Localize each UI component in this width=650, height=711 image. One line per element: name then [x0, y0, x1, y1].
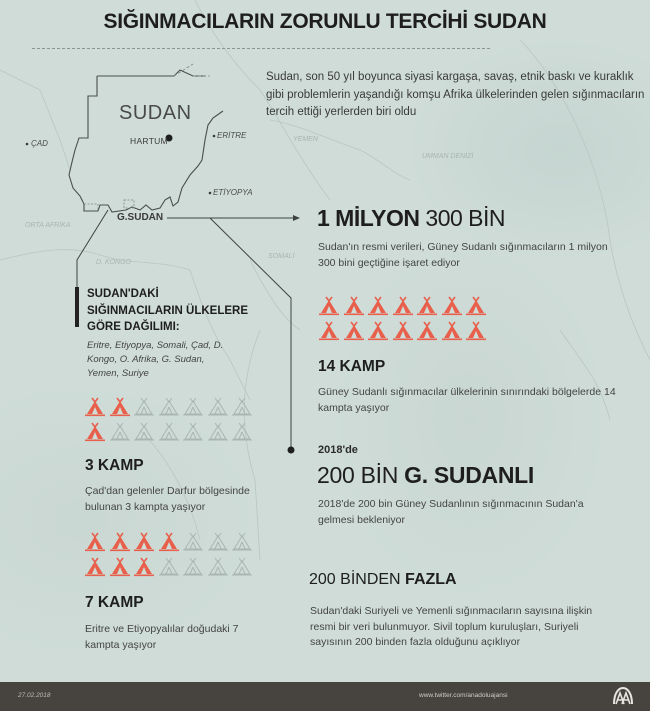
distribution-title: [87, 286, 248, 336]
tent-icon-filled: [84, 397, 106, 417]
syria-heading-bold: FAZLA: [405, 571, 457, 588]
tent-grid-3: [84, 397, 256, 442]
tent-icon-empty: [158, 397, 180, 417]
kamp14-heading: 14 KAMP: [318, 358, 386, 375]
map-label-somalia: SOMALİ: [268, 253, 295, 260]
tent-icon-empty: [133, 397, 155, 417]
distribution-title-line-2: SIĞINMACILARIN ÜLKELERE: [87, 304, 248, 317]
tent-icon-empty: [158, 557, 180, 577]
footer-date: 27.02.2018: [18, 692, 51, 699]
year-label: 2018'de: [318, 444, 358, 456]
year-description: 2018'de 200 bin Güney Sudanlının sığınmacının Sudan'a gelmesi bekleniyor: [318, 498, 584, 526]
tent-icon-filled: [416, 321, 438, 341]
tent-icon-empty: [231, 557, 253, 577]
kamp14-description: Güney Sudanlı sığınmacılar ülkelerinin sınırındaki bölgelerde 14 kampta yaşıyor: [318, 386, 616, 414]
map-label-hartum: HARTUM: [130, 136, 169, 146]
syria-description: Sudan'daki Suriyeli ve Yemenli sığınmacıların sayısına ilişkin resmi bir veri bulunmuyor. Sivil toplum kuruluşları, Suriyeli sayısının 200 binden fazla olduğunu açıklıyor: [310, 605, 593, 648]
million-heading-bold: 1 MİLYON: [317, 205, 420, 231]
intro-text: Sudan, son 50 yıl boyunca siyasi kargaşa, savaş, etnik baskı ve kuraklık gibi problemlerin yaşandığı komşu Afrika ülkelerinden gelen sığınmacıların tercih ettiği yerlerden biri oldu: [266, 71, 645, 118]
map-label-sudan: SUDAN: [119, 102, 192, 124]
tent-icon-filled: [318, 321, 340, 341]
million-heading: [317, 205, 505, 232]
tent-icon-filled: [416, 296, 438, 316]
tent-icon-filled: [133, 557, 155, 577]
kamp3-heading: 3 KAMP: [85, 457, 144, 474]
map-label-central-africa: ORTA AFRİKA: [25, 222, 71, 229]
tent-icon-empty: [133, 422, 155, 442]
syria-heading: [309, 571, 457, 589]
tent-icon-empty: [207, 422, 229, 442]
tent-icon-empty: [207, 397, 229, 417]
tent-icon-empty: [182, 532, 204, 552]
kamp7-description: Eritre ve Etiyopyalılar doğudaki 7 kampta yaşıyor: [85, 623, 239, 651]
tent-icon-empty: [182, 397, 204, 417]
footer: [0, 682, 650, 711]
tent-icon-empty: [182, 557, 204, 577]
tent-icon-filled: [109, 557, 131, 577]
year-heading-light: 200 BİN: [317, 462, 405, 488]
distribution-title-line-1: SUDAN'DAKİ: [87, 288, 159, 300]
map-label-eritrea: ERİTRE: [217, 131, 247, 140]
tent-icon-filled: [84, 532, 106, 552]
tent-icon-filled: [318, 296, 340, 316]
map-label-ethiopia: ETİYOPYA: [213, 188, 253, 197]
tent-icon-empty: [158, 422, 180, 442]
tent-icon-empty: [207, 532, 229, 552]
tent-icon-filled: [465, 296, 487, 316]
tent-icon-filled: [367, 321, 389, 341]
tent-icon-filled: [367, 296, 389, 316]
tent-icon-filled: [441, 296, 463, 316]
tent-icon-filled: [133, 532, 155, 552]
map-label-chad: ÇAD: [31, 139, 48, 148]
tent-icon-filled: [392, 321, 414, 341]
tent-grid-14: [318, 296, 490, 341]
year-heading-bold: G. SUDANLI: [404, 462, 534, 488]
tent-icon-empty: [231, 397, 253, 417]
tent-icon-filled: [465, 321, 487, 341]
tent-icon-filled: [441, 321, 463, 341]
tent-icon-empty: [231, 422, 253, 442]
title-divider: [32, 48, 490, 49]
tent-icon-filled: [109, 397, 131, 417]
page-title: SIĞINMACILARIN ZORUNLU TERCİHİ SUDAN: [103, 10, 547, 33]
tent-icon-empty: [231, 532, 253, 552]
kamp3-description: Çad'dan gelenler Darfur bölgesinde bulunan 3 kampta yaşıyor: [85, 485, 250, 513]
anadolu-agency-logo-icon: [612, 685, 634, 707]
kamp7-heading: 7 KAMP: [85, 594, 144, 611]
map-label-arabian-sea: UMMAN DENİZİ: [422, 153, 474, 160]
tent-icon-filled: [343, 321, 365, 341]
distribution-title-line-3: GÖRE DAĞILIMI:: [87, 321, 180, 333]
tent-icon-filled: [392, 296, 414, 316]
map-label-congo: D. KONGO: [96, 259, 132, 266]
tent-icon-filled: [343, 296, 365, 316]
tent-icon-filled: [109, 532, 131, 552]
tent-icon-filled: [84, 557, 106, 577]
million-heading-light: 300 BİN: [419, 205, 506, 231]
million-description: Sudan'ın resmi verileri, Güney Sudanlı sığınmacıların 1 milyon 300 bini geçtiğine işaret ediyor: [318, 241, 608, 269]
distribution-accent-bar: [75, 287, 79, 327]
tent-icon-empty: [182, 422, 204, 442]
map-label-south-sudan: G.SUDAN: [117, 212, 164, 223]
tent-icon-empty: [207, 557, 229, 577]
tent-icon-empty: [109, 422, 131, 442]
tent-icon-filled: [84, 422, 106, 442]
footer-twitter-link[interactable]: www.twitter.com/anadoluajansi: [419, 692, 508, 699]
tent-icon-filled: [158, 532, 180, 552]
year-heading: [317, 462, 534, 489]
map-label-yemen: YEMEN: [293, 136, 318, 143]
syria-heading-light: 200 BİNDEN: [309, 571, 406, 588]
distribution-country-list: Eritre, Etiyopya, Somali, Çad, D. Kongo, O. Afrika, G. Sudan, Yemen, Suriye: [87, 340, 224, 379]
tent-grid-7: [84, 532, 256, 577]
